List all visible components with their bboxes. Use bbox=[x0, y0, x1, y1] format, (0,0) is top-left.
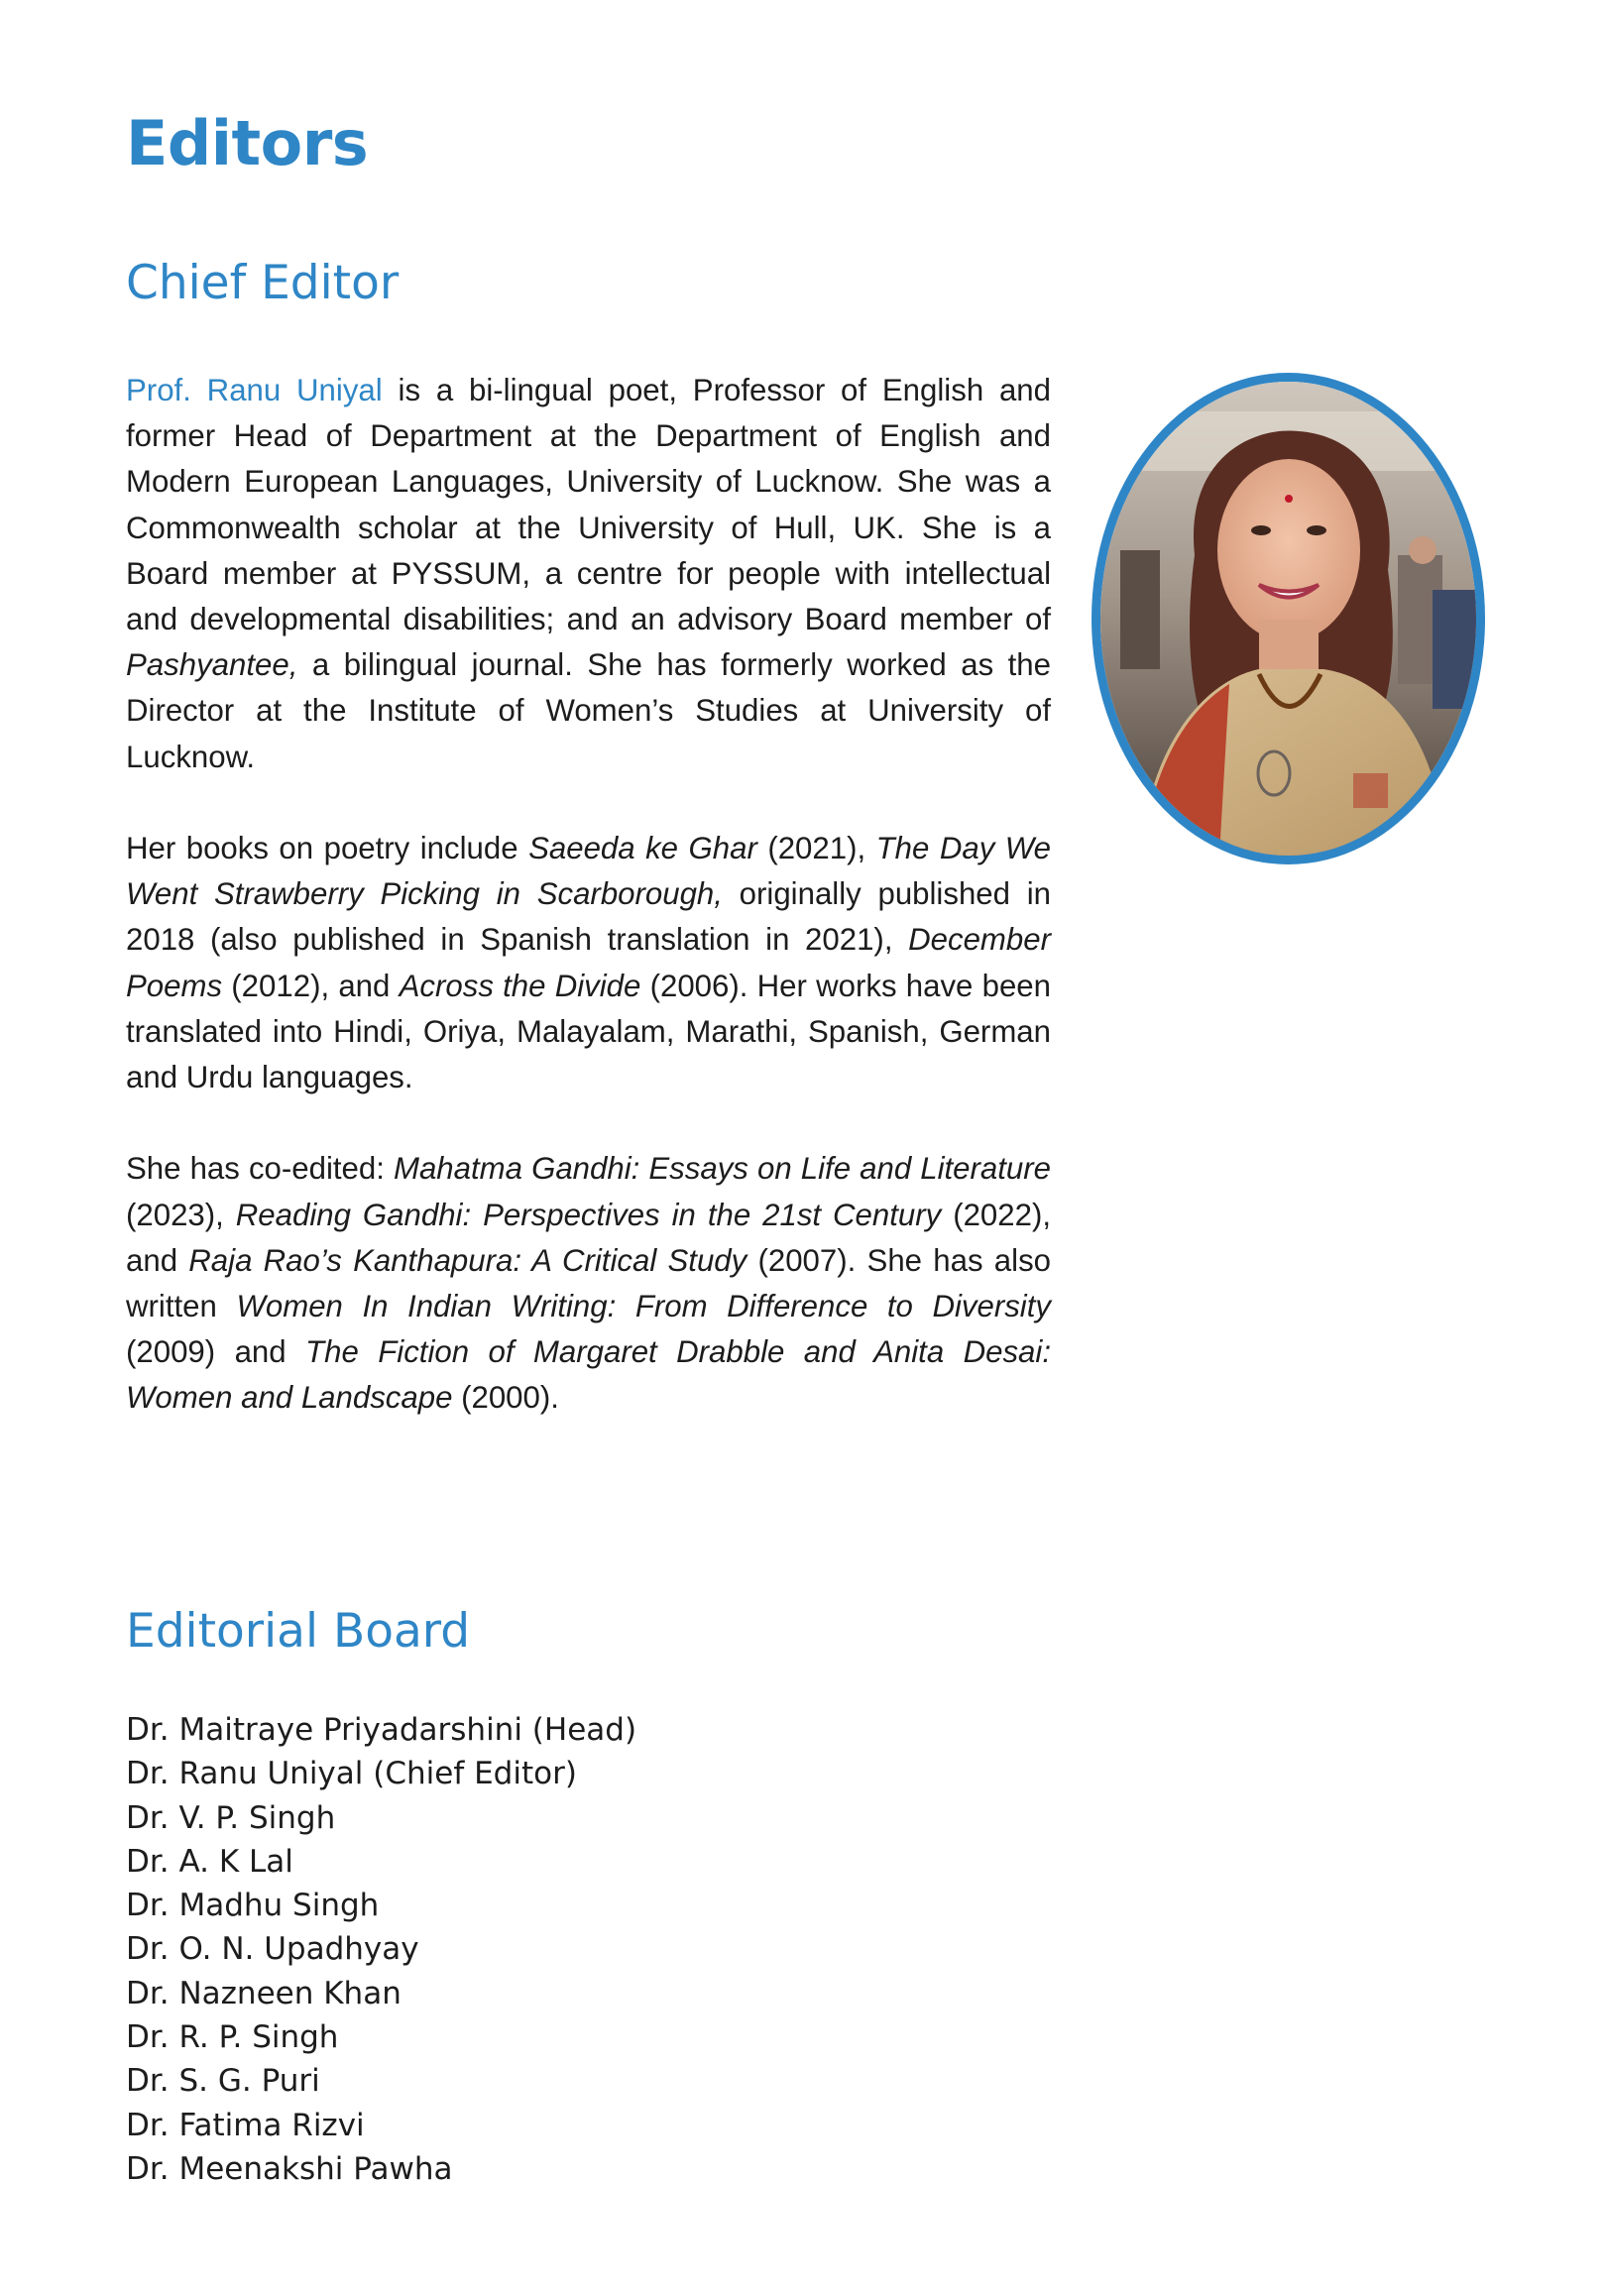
bio-text: (2006). Her works have been translated into Hindi, Oriya, Malayalam, Marathi, Spanish, German and Urdu languages. bbox=[126, 968, 1051, 1095]
book-title: Saeeda ke Ghar bbox=[528, 831, 757, 866]
chief-editor-heading: Chief Editor bbox=[126, 256, 400, 310]
board-member: Dr. Meenakshi Pawha bbox=[126, 2150, 453, 2187]
bio-text: Her books on poetry include bbox=[126, 831, 529, 866]
bio-paragraph-1 bbox=[126, 368, 1051, 780]
bio-text: originally published in 2018 (also published in Spanish translation in 2021), bbox=[126, 876, 1051, 958]
bio-text: (2021), bbox=[756, 831, 876, 866]
book-title: Across the Divide bbox=[399, 968, 641, 1003]
book-title: Reading Gandhi: Perspectives in the 21st Century bbox=[235, 1197, 942, 1232]
book-title: Raja Rao’s Kanthapura: A Critical Study bbox=[188, 1242, 747, 1278]
book-title: Women In Indian Writing: From Difference to Diversity bbox=[236, 1289, 1051, 1324]
board-member: Dr. Fatima Rizvi bbox=[126, 2107, 365, 2143]
board-member: Dr. S. G. Puri bbox=[126, 2063, 320, 2100]
book-title: The Fiction of Margaret Drabble and Anita Desai: Women and Landscape bbox=[126, 1334, 1051, 1416]
bio-text: (2022), and bbox=[126, 1197, 1052, 1278]
editorial-board-list bbox=[126, 1708, 636, 2191]
book-title: The Day We Went Strawberry Picking in Scarborough, bbox=[126, 831, 1051, 912]
chief-editor-photo bbox=[1092, 373, 1485, 864]
board-member: Dr. O. N. Upadhyay bbox=[126, 1931, 419, 1968]
editorial-board-heading: Editorial Board bbox=[126, 1604, 471, 1659]
bio-paragraph-2 bbox=[126, 826, 1051, 1100]
board-member: Dr. R. P. Singh bbox=[126, 2019, 339, 2056]
journal-title: Pashyantee, bbox=[126, 647, 298, 683]
board-member: Dr. A. K Lal bbox=[126, 1843, 293, 1880]
board-member: Dr. Nazneen Khan bbox=[126, 1975, 402, 2011]
book-title: December Poems bbox=[126, 922, 1051, 1003]
page-title: Editors bbox=[126, 107, 369, 179]
bio-text: She has co-edited: bbox=[126, 1151, 394, 1187]
bio-text: a bilingual journal. She has formerly worked as the Director at the Institute of Women’s Studies at University of Lucknow. bbox=[126, 647, 1051, 774]
bio-text: (2012), and bbox=[222, 968, 400, 1003]
chief-editor-name: Prof. Ranu Uniyal bbox=[126, 373, 383, 407]
board-member: Dr. V. P. Singh bbox=[126, 1799, 336, 1836]
portrait-image bbox=[1100, 382, 1476, 856]
board-member: Dr. Maitraye Priyadarshini (Head) bbox=[126, 1712, 637, 1748]
bio-paragraph-3 bbox=[126, 1146, 1051, 1421]
book-title: Mahatma Gandhi: Essays on Life and Literature bbox=[393, 1151, 1051, 1187]
bio-text: (2000). bbox=[452, 1380, 559, 1416]
bio-text: (2007). She has also written bbox=[126, 1242, 1052, 1324]
board-member: Dr. Ranu Uniyal (Chief Editor) bbox=[126, 1756, 577, 1792]
chief-editor-bio bbox=[126, 368, 1051, 1467]
bio-text: (2009) and bbox=[126, 1334, 306, 1370]
board-member: Dr. Madhu Singh bbox=[126, 1888, 380, 1924]
bio-text: is a bi-lingual poet, Professor of English and former Head of Department at the Department of English and Modern European Languages, University of Lucknow. She was a Commonwealth scholar at the University of Hull, UK. She is a Board member at PYSSUM, a centre for people with intellectual and developmental disabilities; and an advisory Board member of bbox=[126, 373, 1051, 637]
bio-text: (2023), bbox=[126, 1197, 236, 1232]
